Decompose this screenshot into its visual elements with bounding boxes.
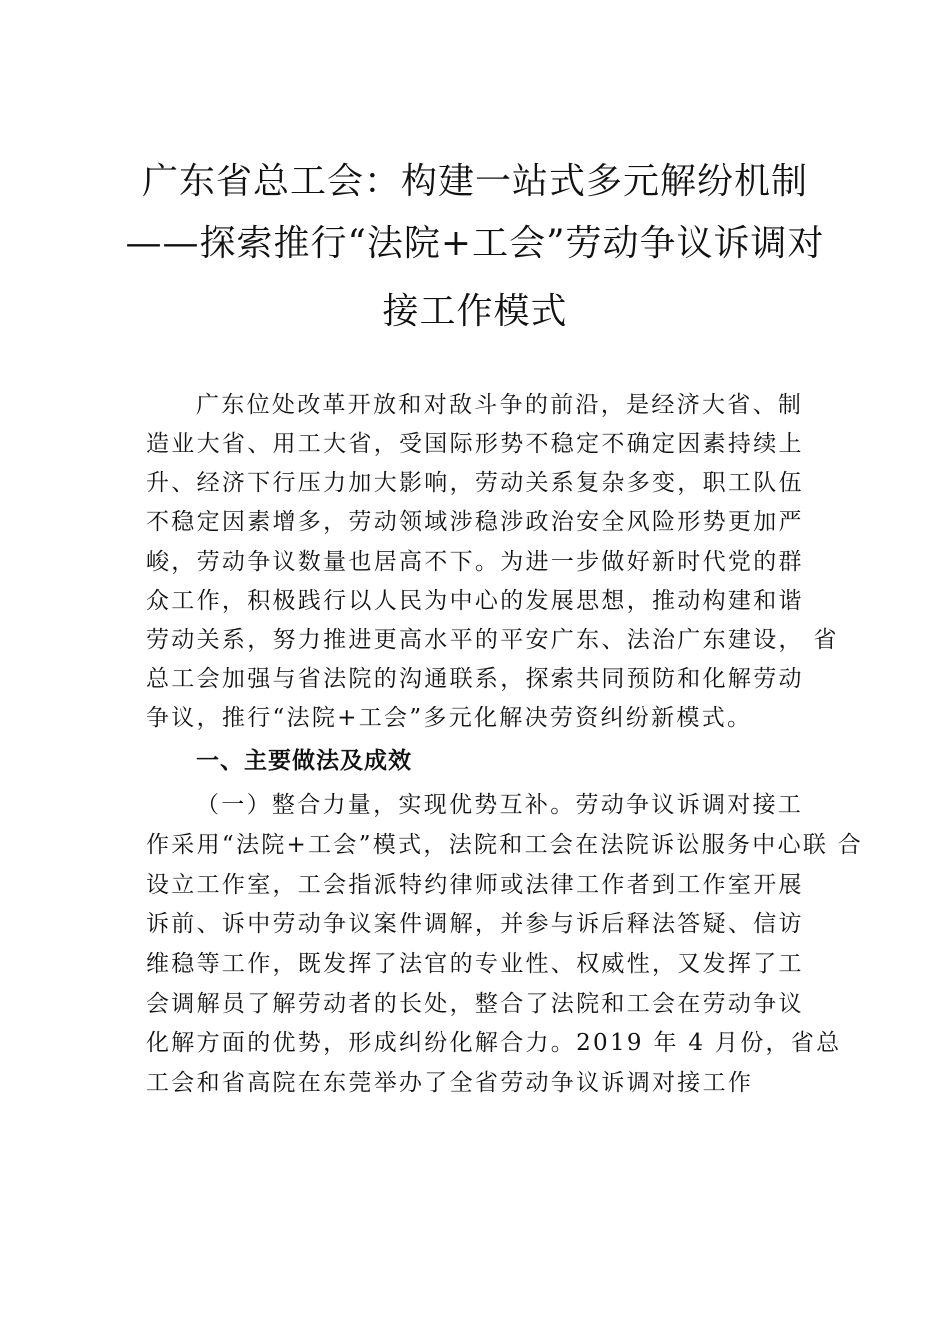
section-heading: 一、主要做法及成效 bbox=[196, 748, 412, 774]
title-line-1: 广东省总工会：构建一站式多元解纷机制 bbox=[141, 161, 808, 202]
intro-line-2: 造业大省、用工大省，受国际形势不稳定不确定因素持续上 bbox=[146, 431, 804, 457]
intro-line-6: 众工作，积极践行以人民为中心的发展思想，推动构建和谐 bbox=[146, 588, 804, 614]
section-line-2: 作采用“法院+工会”模式，法院和工会在法院诉讼服务中心联 合 bbox=[146, 832, 864, 858]
section-line-8: 工会和省高院在东莞举办了全省劳动争议诉调对接工作 bbox=[146, 1070, 754, 1096]
section-line-4: 诉前、诉中劳动争议案件调解，并参与诉后释法答疑、信访 bbox=[146, 911, 804, 937]
section-line-6: 会调解员了解劳动者的长处，整合了法院和工会在劳动争议 bbox=[146, 991, 804, 1017]
intro-line-8: 总工会加强与省法院的沟通联系，探索共同预防和化解劳动 bbox=[146, 666, 804, 692]
section-line-7: 化解方面的优势，形成纠纷化解合力。2019 年 4 月份，省总 bbox=[146, 1030, 842, 1056]
intro-line-4: 不稳定因素增多，劳动领域涉稳涉政治安全风险形势更加严 bbox=[146, 509, 804, 535]
title-line-2: ——探索推行“法院+工会”劳动争议诉调对 bbox=[125, 223, 825, 264]
section-line-5: 维稳等工作，既发挥了法官的专业性、权威性，又发挥了工 bbox=[146, 951, 804, 977]
section-line-1: （一）整合力量，实现优势互补。劳动争议诉调对接工 bbox=[196, 792, 804, 818]
title-line-3: 接工作模式 bbox=[382, 291, 568, 332]
intro-line-3: 升、经济下行压力加大影响，劳动关系复杂多变，职工队伍 bbox=[146, 470, 804, 496]
intro-line-7: 劳动关系，努力推进更高水平的平安广东、法治广东建设， 省 bbox=[146, 627, 839, 653]
intro-line-5: 峻，劳动争议数量也居高不下。为进一步做好新时代党的群 bbox=[146, 549, 804, 575]
intro-line-9: 争议，推行“法院+工会”多元化解决劳资纠纷新模式。 bbox=[146, 705, 753, 731]
section-line-3: 设立工作室，工会指派特约律师或法律工作者到工作室开展 bbox=[146, 872, 804, 898]
intro-line-1: 广东位处改革开放和对敌斗争的前沿，是经济大省、制 bbox=[196, 392, 804, 418]
